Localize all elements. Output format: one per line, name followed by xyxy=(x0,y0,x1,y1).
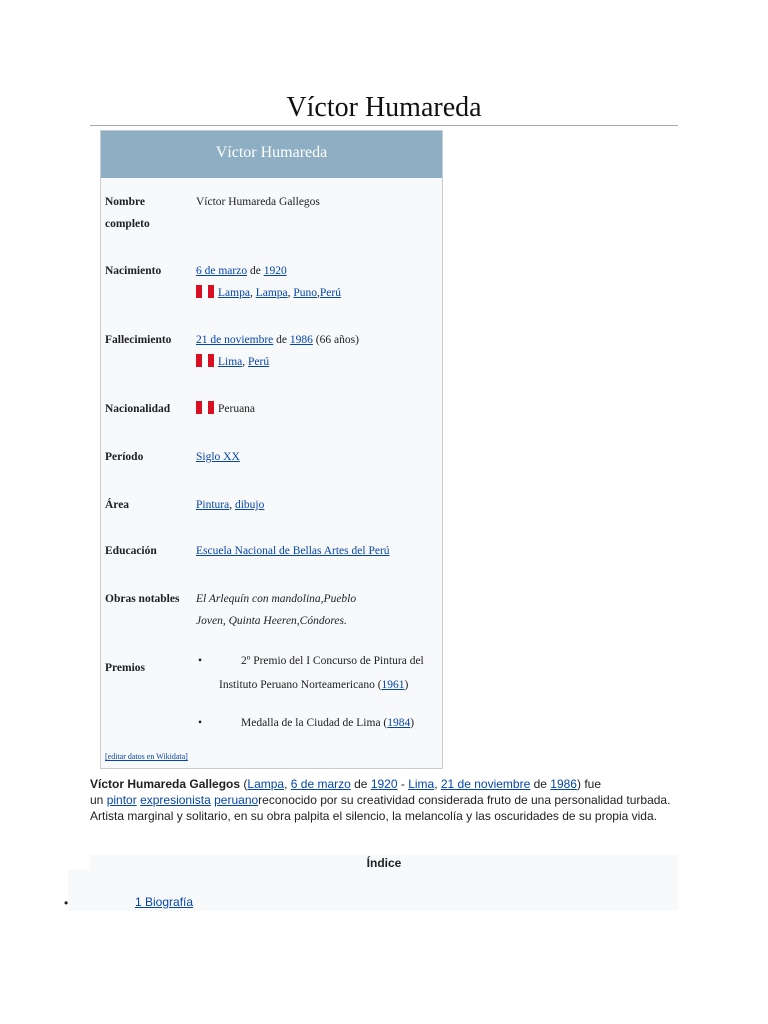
birth-place-puno-link[interactable]: Puno xyxy=(293,287,318,299)
lead-death-date-link[interactable]: 21 de noviembre xyxy=(440,777,531,791)
toc-title: Índice xyxy=(366,856,402,870)
page-title: Víctor Humareda xyxy=(286,92,482,123)
list-item xyxy=(196,712,442,734)
obras-value xyxy=(196,588,440,632)
premio-1-line-1: 2º Premio del I Concurso de Pintura del xyxy=(241,655,424,667)
birth-de-text: de xyxy=(249,265,261,277)
toc-item-biografia[interactable]: 1 Biografía xyxy=(135,895,194,909)
peru-flag-icon xyxy=(196,285,214,298)
educacion-link[interactable]: Escuela Nacional de Bellas Artes del Perú xyxy=(196,545,390,557)
premio-1-line-2: Instituto Peruano Norteamericano (1961) xyxy=(219,679,409,691)
fallecimiento-label: Fallecimiento xyxy=(105,334,172,346)
area-label: Área xyxy=(105,499,130,511)
death-place-peru-link[interactable]: Perú xyxy=(248,356,270,368)
death-de-text: de xyxy=(276,334,288,346)
edit-wikidata-link[interactable]: [editar datos en Wikidata] xyxy=(105,752,188,761)
lead-paragraph: Víctor Humareda Gallegos (Lampa, 6 de marzo de 1920 - Lima, 21 de noviembre de 1986) fue un pintor expresionista peruanoreconocido por su creatividad considerada fruto de una personalidad turbada. Artista marginal y solitario, en su obra palpita el silencio, la melancolía y las oscuridades de su propia vida. xyxy=(90,777,671,823)
obras-line-2: Joven, Quinta Heeren,Cóndores. xyxy=(196,615,347,627)
lead-birth-date-link[interactable]: 6 de marzo xyxy=(290,777,351,791)
peru-flag-icon xyxy=(196,354,214,367)
area-pintura-link[interactable]: Pintura xyxy=(196,499,230,511)
infobox: Víctor Humareda Nombre completo Víctor Humareda Gallegos Nacimiento 6 de marzo de 1920 Lampa, Lampa, Puno,Perú Fallecimiento 21 de noviembre de 1986 (66 años) Lima, Perú Nacionalidad Peruana Período Siglo XX Área Pintura, dibujo Educación Escuela Nacional de Bellas Artes del Perú Obras notables El Arlequín con mandolina,Pueblo Joven, Quinta Heeren,Cóndores. Premios • 2º Premio del I Concurso de Pintura del Instituto Peruano Norteamericano (1961) • Medalla de la Ciudad de Lima (1984) [editar datos en Wikidata] xyxy=(100,130,443,769)
nacimiento-label: Nacimiento xyxy=(105,265,162,277)
lead-peruano-link[interactable]: peruano xyxy=(214,793,259,807)
bullet-icon: • xyxy=(198,655,203,667)
birth-place-peru-link[interactable]: Perú xyxy=(319,287,341,299)
lead-pintor-link[interactable]: pintor xyxy=(106,793,137,807)
list-item xyxy=(196,650,442,696)
lead-expresionista-link[interactable]: expresionista xyxy=(140,793,211,807)
toc-background xyxy=(68,870,90,911)
birth-place-lampa2-link[interactable]: Lampa xyxy=(255,287,288,299)
lead-rest-text: reconocido por su creatividad considerada fruto de una personalidad turbada. Artista marginal y solitario, en su obra palpita el silencio, la melancolía y las oscuridades de su propia vida. xyxy=(90,793,671,823)
nacionalidad-text: Peruana xyxy=(218,403,256,415)
birth-place-lampa-link[interactable]: Lampa xyxy=(218,287,250,299)
nombre-value: Víctor Humareda Gallegos xyxy=(196,196,320,208)
premio-2-year-link[interactable]: 1984 xyxy=(387,717,411,729)
periodo-label: Período xyxy=(105,451,144,463)
bullet-icon: • xyxy=(198,717,203,729)
death-date-link[interactable]: 21 de noviembre xyxy=(196,334,274,346)
premios-list xyxy=(196,650,442,734)
title-divider xyxy=(90,125,678,126)
nacionalidad-label: Nacionalidad xyxy=(105,403,171,415)
lead-lima-link[interactable]: Lima xyxy=(408,777,435,791)
fallecimiento-value: 21 de noviembre de 1986 (66 años) Lima, Perú xyxy=(196,334,359,368)
lead-lampa-link[interactable]: Lampa xyxy=(247,777,285,791)
lead-birth-year-link[interactable]: 1920 xyxy=(370,777,398,791)
area-dibujo-link[interactable]: dibujo xyxy=(234,499,265,511)
death-place-lima-link[interactable]: Lima xyxy=(218,356,243,368)
nacimiento-value: 6 de marzo de 1920 Lampa, Lampa, Puno,Perú xyxy=(196,265,341,299)
infobox-header: Víctor Humareda xyxy=(101,131,442,178)
death-age-text: (66 años) xyxy=(315,334,359,346)
lead-name: Víctor Humareda Gallegos xyxy=(90,777,241,791)
premio-2-line: Medalla de la Ciudad de Lima (1984) xyxy=(241,717,415,729)
periodo-link[interactable]: Siglo XX xyxy=(196,451,240,463)
nacionalidad-value xyxy=(196,398,440,420)
premio-1-year-link[interactable]: 1961 xyxy=(381,679,405,691)
bullet-icon: • xyxy=(64,896,69,910)
educacion-label: Educación xyxy=(105,545,157,557)
obras-label: Obras notables xyxy=(105,593,180,605)
birth-year-link[interactable]: 1920 xyxy=(263,265,287,277)
premios-label: Premios xyxy=(105,662,146,674)
death-year-link[interactable]: 1986 xyxy=(289,334,313,346)
birth-date-link[interactable]: 6 de marzo xyxy=(196,265,248,277)
lead-death-year-link[interactable]: 1986 xyxy=(550,777,577,791)
nombre-label: Nombre completo xyxy=(105,196,150,230)
obras-line-1: El Arlequín con mandolina,Pueblo xyxy=(196,593,357,605)
peru-flag-icon xyxy=(196,401,214,414)
